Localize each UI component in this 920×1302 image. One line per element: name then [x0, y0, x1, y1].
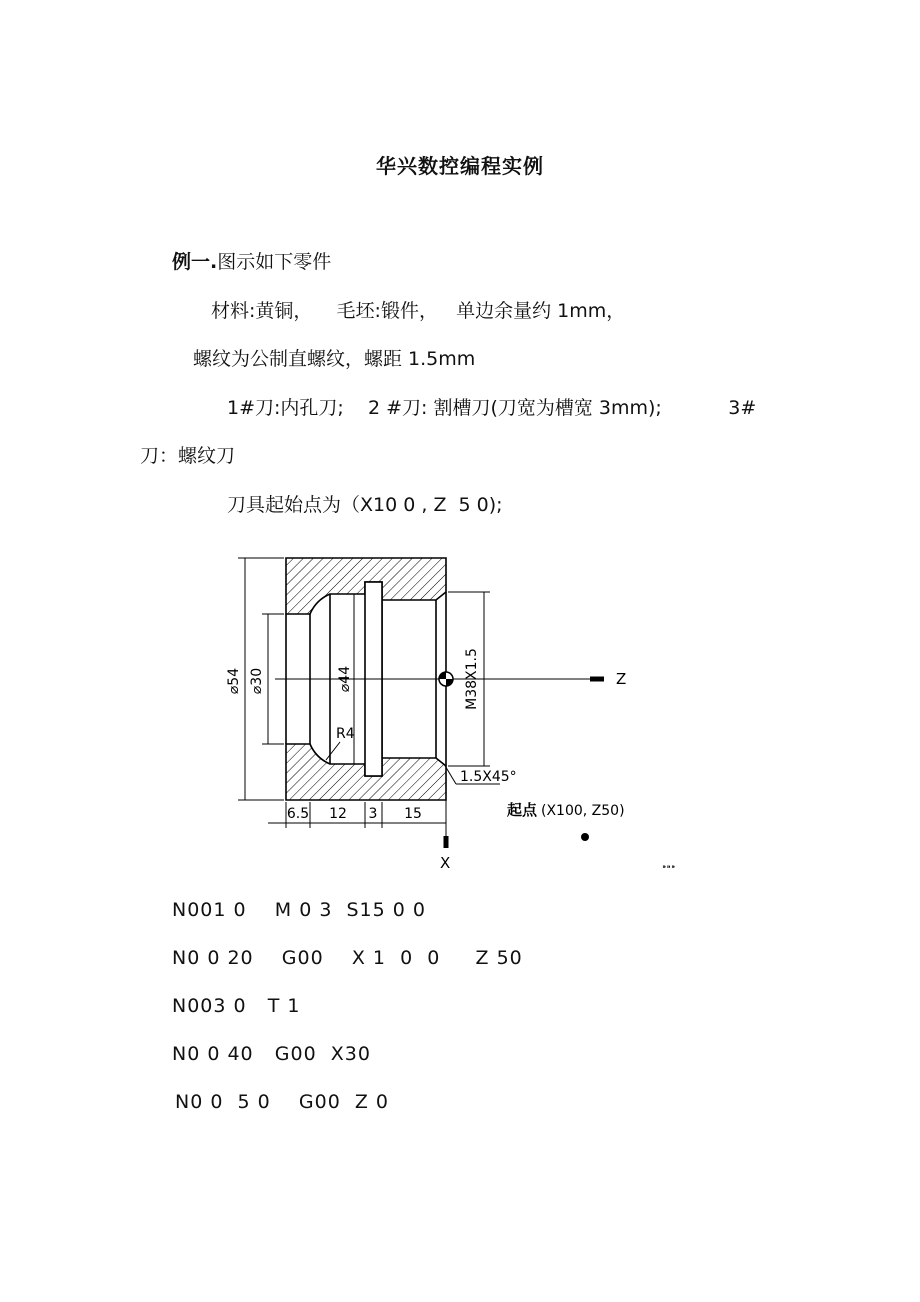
dim-thread: M38X1.5 [464, 648, 480, 710]
radius-label: R4 [336, 726, 355, 742]
material-line: 材料:黄铜， 毛坯:锻件， 单边余量约 1mm， [211, 300, 626, 322]
program-line: N0 0 5 0 G00 Z 0 [175, 1091, 390, 1113]
example-heading [172, 247, 331, 274]
ellipsis-mark: ⁍⁍⁍ [662, 863, 676, 873]
start-point-dot [581, 833, 589, 841]
part-drawing [226, 550, 700, 880]
dim-length-4: 15 [404, 806, 422, 822]
program-line: N0 0 40 G00 X30 [172, 1043, 371, 1065]
dim-length-1: 6.5 [286, 806, 310, 822]
start-point-label: 起点 [507, 801, 538, 819]
chamfer-label: 1.5X45° [460, 769, 517, 785]
dim-d30: ⌀30 [249, 667, 265, 695]
dim-d54: ⌀54 [226, 667, 242, 695]
tools-line-continued: 刀：螺纹刀 [140, 445, 236, 467]
program-line: N001 0 M 0 3 S15 0 0 [172, 899, 426, 921]
tools-line: 1#刀:内孔刀; 2 #刀: 割槽刀(刀宽为槽宽 3mm); 3# [227, 397, 757, 419]
thread-line: 螺纹为公制直螺纹，螺距 1.5mm [193, 348, 476, 370]
dim-length-2: 12 [329, 806, 347, 822]
start-point-line: 刀具起始点为（X10 0 , Z 5 0); [227, 494, 503, 516]
document-title: 华兴数控编程实例 [376, 154, 544, 178]
z-axis-arrow [590, 677, 604, 682]
program-line: N003 0 T 1 [172, 995, 301, 1017]
radius-leader [326, 742, 340, 760]
example-label: 例一. [172, 251, 218, 273]
z-axis-label: Z [616, 670, 627, 688]
dim-d44: ⌀44 [337, 665, 353, 693]
dim-length-3: 3 [368, 806, 378, 822]
example-text: 图示如下零件 [217, 251, 332, 273]
x-axis-arrow [444, 836, 449, 848]
start-point-coords: (X100, Z50) [541, 803, 625, 819]
program-line: N0 0 20 G00 X 1 0 0 Z 50 [172, 947, 523, 969]
x-axis-label: X [440, 854, 451, 872]
